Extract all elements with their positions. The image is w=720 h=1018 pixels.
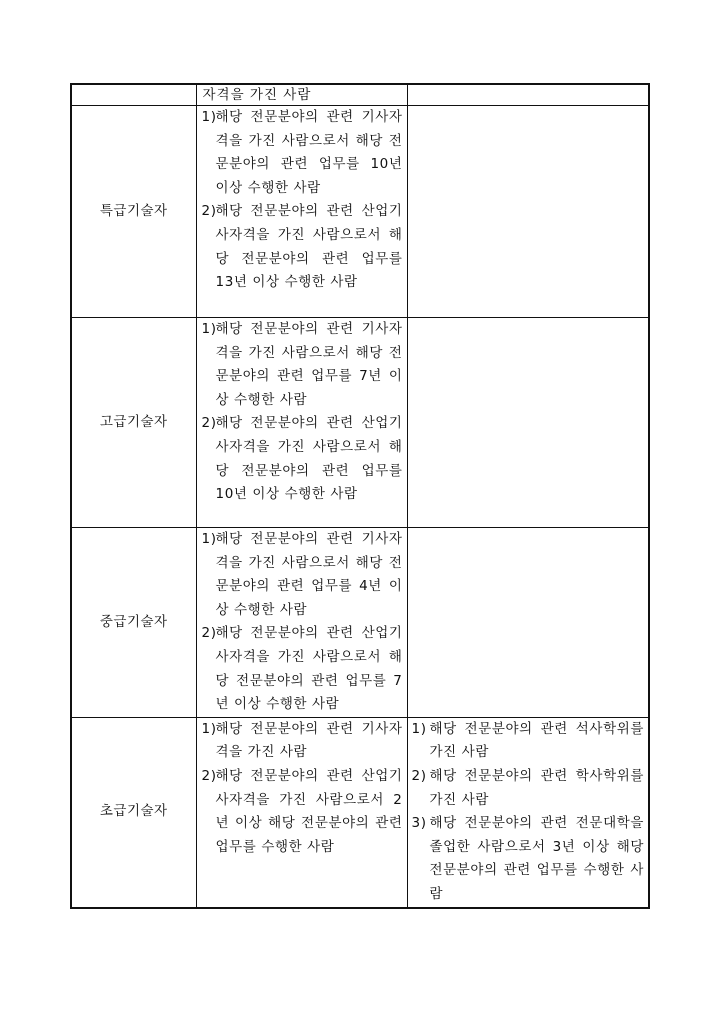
list-item — [197, 718, 407, 765]
item-number: 1) — [411, 720, 427, 737]
grade-cell: 고급기술자 — [71, 318, 196, 528]
item-number: 1) — [201, 109, 217, 125]
qualification-table — [70, 83, 650, 909]
cert-requirement-cell — [196, 106, 407, 318]
list-item — [197, 318, 407, 412]
item-number: 2) — [201, 203, 217, 220]
list-item — [408, 812, 649, 906]
item-number: 2) — [201, 767, 217, 784]
list-item — [197, 412, 407, 506]
list-item — [197, 622, 407, 716]
item-number: 1) — [201, 720, 217, 737]
continuation-row — [71, 84, 649, 106]
list-item — [197, 765, 407, 859]
edu-requirement-cell — [407, 318, 649, 528]
list-item — [197, 106, 407, 200]
item-number: 1) — [201, 531, 217, 547]
cert-requirement-cell — [196, 528, 407, 718]
item-number: 2) — [411, 767, 427, 784]
list-item — [197, 528, 407, 622]
grade-cell: 중급기술자 — [71, 528, 196, 718]
item-text: 해당 전문분야의 관련 기사자격을 가진 사람으로서 해당 전문분야의 관련 업무를 10년 이상 수행한 사람 — [215, 109, 403, 196]
list-item — [408, 765, 649, 812]
item-text: 해당 전문분야의 관련 전문대학을 졸업한 사람으로서 3년 이상 해당 전문분야의 관련 업무를 수행한 사람 — [429, 815, 644, 902]
table-row — [71, 717, 649, 907]
item-text: 해당 전문분야의 관련 기사자격을 가진 사람으로서 해당 전문분야의 관련 업무를 4년 이상 수행한 사람 — [215, 531, 403, 618]
table-row — [71, 318, 649, 528]
item-text: 해당 전문분야의 관련 석사학위를 가진 사람 — [429, 720, 644, 761]
item-text: 해당 전문분야의 관련 산업기사자격을 가진 사람으로서 2년 이상 해당 전문분야의 관련 업무를 수행한 사람 — [215, 767, 403, 855]
table-row — [71, 528, 649, 718]
item-text: 해당 전문분야의 관련 산업기사자격을 가진 사람으로서 해당 전문분야의 관련 업무를 7년 이상 수행한 사람 — [215, 625, 403, 713]
item-text: 해당 전문분야의 관련 학사학위를 가진 사람 — [429, 767, 644, 808]
item-number: 2) — [201, 415, 217, 432]
edu-requirement-cell — [407, 528, 649, 718]
item-text: 해당 전문분야의 관련 기사자격을 가진 사람으로서 해당 전문분야의 관련 업무를 7년 이상 수행한 사람 — [215, 321, 403, 408]
item-text: 해당 전문분야의 관련 기사자격을 가진 사람 — [215, 720, 403, 761]
list-item — [408, 718, 649, 765]
continuation-grade-cell — [71, 84, 196, 106]
item-text: 해당 전문분야의 관련 산업기사자격을 가진 사람으로서 해당 전문분야의 관련 업무를 10년 이상 수행한 사람 — [215, 415, 403, 503]
item-number: 1) — [201, 321, 217, 337]
cert-requirement-cell — [196, 717, 407, 907]
table-row — [71, 106, 649, 318]
grade-cell: 특급기술자 — [71, 106, 196, 318]
continuation-edu-cell — [407, 84, 649, 106]
edu-requirement-cell — [407, 106, 649, 318]
list-item — [197, 200, 407, 294]
item-text: 해당 전문분야의 관련 산업기사자격을 가진 사람으로서 해당 전문분야의 관련 업무를 13년 이상 수행한 사람 — [215, 203, 403, 291]
cert-requirement-cell — [196, 318, 407, 528]
continuation-cert-cell: 자격을 가진 사람 — [196, 84, 407, 106]
item-number: 3) — [411, 815, 427, 832]
grade-cell: 초급기술자 — [71, 717, 196, 907]
item-number: 2) — [201, 625, 217, 642]
edu-requirement-cell — [407, 717, 649, 907]
